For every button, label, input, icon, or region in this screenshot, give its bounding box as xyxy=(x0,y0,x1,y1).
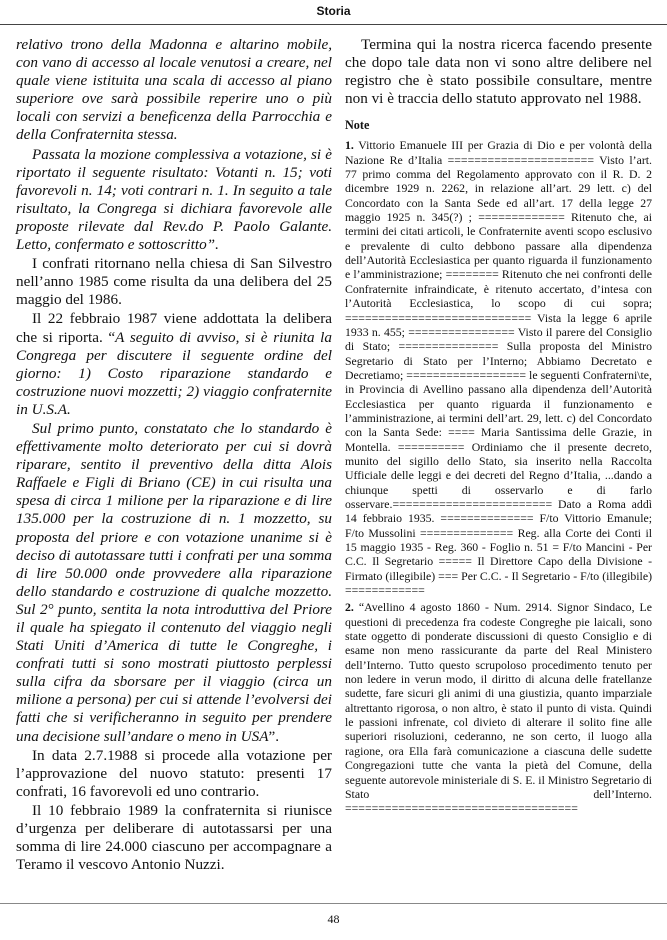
section-title: Storia xyxy=(316,4,351,18)
footnote-number: 2. xyxy=(345,600,354,615)
footer-rule xyxy=(0,903,667,904)
footnote xyxy=(345,138,652,597)
body-paragraph xyxy=(16,420,332,746)
footnote-text: “Avellino 4 agosto 1860 - Num. 2914. Signor Sindaco, Le questioni di precedenza fra codeste Congreghe pie laicali, sono state oggetto di ponderate discussioni di questo Consiglio e di esame non meno rassicurante da parte del Real Ministero dell’Interno. Tutto questo scrupoloso procedimento tenuto per non ledere in verun modo, il diritto di alcuna delle fratellanze sudette, fare sicuri gli animi di una giustizia, quanto imparziale altrettanto rigorosa, o non altro, è stato il punto di vista. Quindi le passioni infrenate, col divieto di alterare il solito fine alle superiori risoluzioni, cederanno, ne son certo, il luogo alla ragione, ora Ella farà comunicazione a ciascuna delle sudette Congregazioni tutte che vanta la pietà del Comune, della seguente autorevole ministeriale di S. E. il Ministro Segretario di Stato dell’Interno. =================================== xyxy=(345,600,653,816)
closing-quote: ”. xyxy=(268,727,280,745)
body-paragraph xyxy=(16,310,332,419)
closing-paragraph: Termina qui la nostra ricerca facendo presente che dopo tale data non vi sono altre delibere nel registro che è stato possibile consultare, mentre non vi è traccia dello statuto approvato nel 1988. xyxy=(345,36,652,108)
running-header xyxy=(0,0,667,25)
body-paragraph: relativo trono della Madonna e altarino mobile, con vano di accesso al locale venutosi a creare, nel quale viene istituita una scala di accesso al piano superiore ove sarà possibile reperire uno o più locali con servizi a beneficenza della Parrocchia e della Confraternita stessa. xyxy=(16,36,332,144)
left-column xyxy=(16,36,332,874)
body-paragraph: Il 10 febbraio 1989 la confraternita si riunisce d’urgenza per deliberare di autotassarsi per una somma di lire 24.000 ciascuno per accompagnare a Teramo il vescovo Antonio Nuzzi. xyxy=(16,801,332,874)
quoted-text: A seguito di avviso, si è riunita la Congrega per discutere il seguente ordine del giorno: 1) Costo riparazione standardo e costruzione nuovi mozzetti; 2) viaggio confraternite in U.S.A. xyxy=(16,328,332,418)
quoted-text: Sul primo punto, constatato che lo standardo è effettivamente molto deteriorato per cui si dovrà riparare, sentito il preventivo della ditta Alois Raffaele e Figli di Briano (CE) in cui risulta una spesa di circa 1 milione per la riparazione e di lire 135.000 per la costruzione di n. 1 mozzetto, su proposta del priore e con votazione unanime si è deciso di autotassare tutti i confrati per una somma di lire 50.000 onde provvedere alla riparazione dello standardo e costruzione di qualche mozzetto. Sul 2° punto, sentita la nota introduttiva del Priore il quale ha spiegato il contenuto del viaggio negli Stati Uniti d’America di tutte le Congreghe, i confrati tutti si sono mostrati piuttosto perplessi sulla cifra da sborsare per il viaggio (circa un milione a persona) per cui si attende l’evolversi dei fatti che si verificheranno in seguito per prendere una decisione sull’andare o meno in USA xyxy=(16,419,332,745)
paragraph-lead: Il 22 febbraio 1987 viene addottata la delibera che si riporta. “ xyxy=(16,310,332,346)
body-paragraph: Passata la mozione complessiva a votazione, si è riportato il seguente risultato: Votanti n. 15; voti favorevoli n. 14; voti contrari n. 1. In seguito a tale risultato, la Congrega si dichiara favorevole alle proposte rilevate dal Rev.do P. Paolo Galante. Letto, confermato e sottoscritto”. xyxy=(16,145,332,254)
notes-heading: Note xyxy=(345,118,370,133)
footnote-text: Vittorio Emanuele III per Grazia di Dio e per volontà della Nazione Re d’Italia ====================== Visto l’art. 77 primo comma del Regolamento approvato con il R. D. 2 dicembre 1929 n. 2262, in relazione all’art. 29 lett. c) del Concordato con la Santa Sede ed all’art. 17 della legge 27 maggio 1925 n. 345(?) ; ============= Ritenuto che, ai termini dei citati articoli, le Confraternite aventi scopo esclusivo e prevalente di culto debbono passare alla dipendenza dell’Autorità Ecclesiastica per quanto riguarda il funzionamento e l’amministrazione; ======== Ritenuto che nei confronti delle Confraternite infraindicate, è ritenuto accertato, d’intesa con l’Autorità Ecclesiastica, lo scopo di cui sopra; ============================ Vista la legge 6 aprile 1933 n. 455; ================ Visto il parere del Consiglio di Stato; =============== Sulla proposta del Ministro Segretario di Stato per l’Interno; Abbiamo Decretato e Decretiamo; ================== le seguenti Confraterni\te, in Provincia di Avellino passano alla dipendenza dell’Autorità Ecclesiastica per quanto riguarda il funzionamento e l’amministrazione, ai termini dell’art. 29, lett. c) del Concordato con la Santa Sede: ==== Maria Santissima delle Grazie, in Montella. ========== Ordiniamo che il presente decreto, munito del sigillo dello Stato, sia inserito nella Raccolta Ufficiale delle leggi e dei decreti del Regno d’Italia, ...dando a chiunque spetti di osservarlo e di farlo osservare.======================== Dato a Roma addì 14 febbraio 1935. ============== F/to Vittorio Emanule; F/to Mussolini ============== Reg. alla Corte dei Conti il 15 maggio 1935 - Reg. 360 - Foglio n. 51 = F/to Mancini - Per C.C. Il Segretario ===== Il Direttore Capo della Divisione - Firmato (illegibile) === Per C.C. - Il Segretario - F/to (illegibile) ============ xyxy=(345,138,652,598)
right-column xyxy=(345,36,652,816)
page-number: 48 xyxy=(327,912,340,926)
body-paragraph: In data 2.7.1988 si procede alla votazione per l’approvazione del nuovo statuto: presenti 17 confrati, 16 favorevoli ed uno contrario. xyxy=(16,746,332,800)
footnote xyxy=(345,600,652,815)
footnote-number: 1. xyxy=(345,138,354,153)
body-paragraph: I confrati ritornano nella chiesa di San Silvestro nell’anno 1985 come risulta da una delibera del 25 maggio del 1986. xyxy=(16,255,332,309)
